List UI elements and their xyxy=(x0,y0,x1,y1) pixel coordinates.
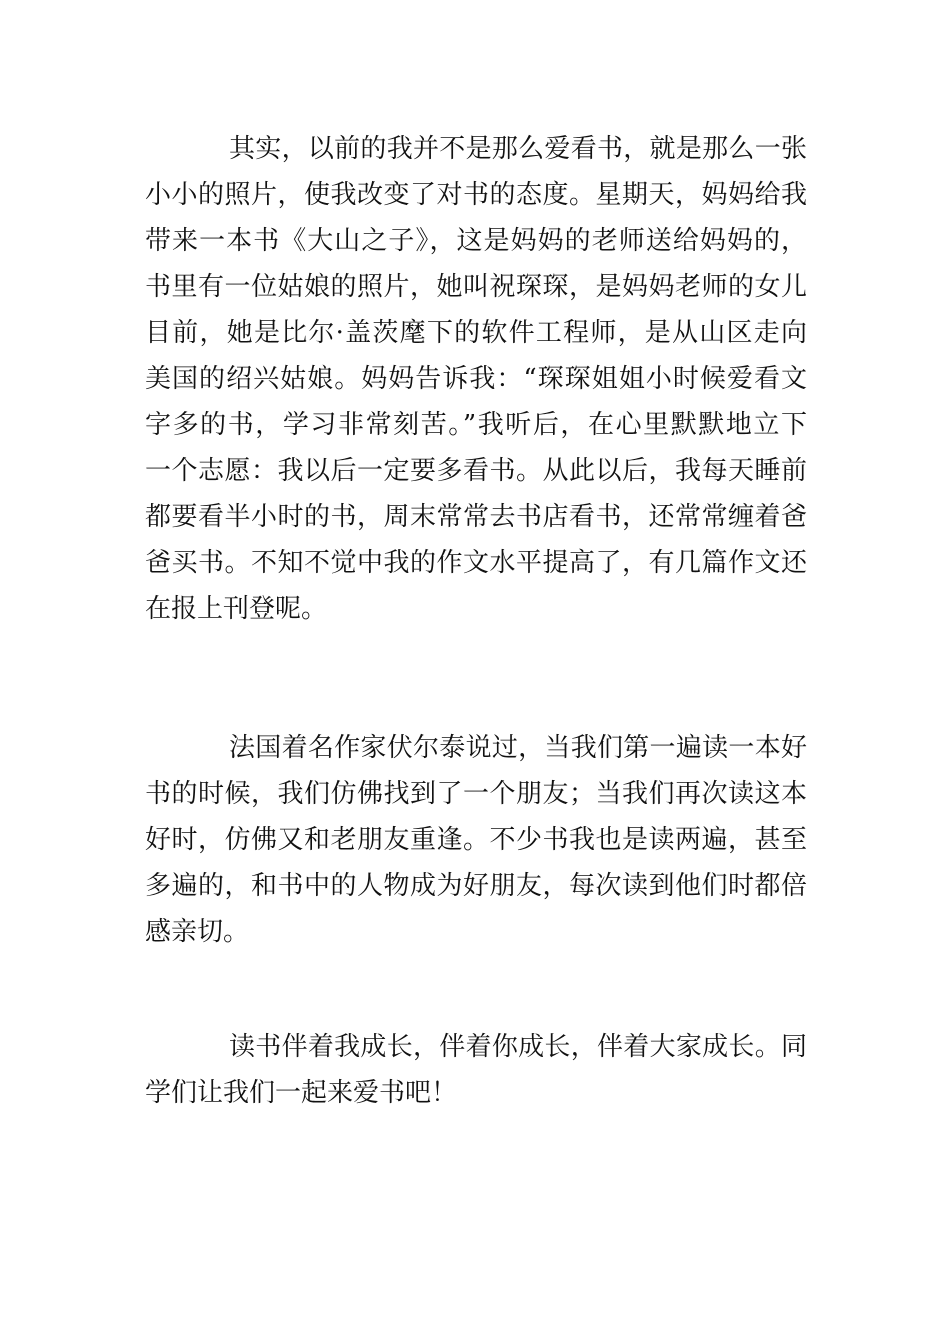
paragraph-1 xyxy=(145,126,807,632)
paragraph-line: 一个志愿：我以后一定要多看书。从此以后，我每天睡前 xyxy=(145,456,807,486)
paragraph-line: 都要看半小时的书，周末常常去书店看书，还常常缠着爸 xyxy=(145,502,807,532)
paragraph-line: 美国的绍兴姑娘。妈妈告诉我：“琛琛姐姐小时候爱看文 xyxy=(145,364,807,394)
paragraph-line: 书的时候，我们仿佛找到了一个朋友；当我们再次读这本 xyxy=(145,779,807,809)
paragraph-line: 目前，她是比尔·盖茨麾下的软件工程师，是从山区走向 xyxy=(145,318,807,348)
paragraph-3 xyxy=(145,1024,807,1116)
paragraph-line: 学们让我们一起来爱书吧！ xyxy=(145,1078,458,1108)
paragraph-line: 书里有一位姑娘的照片，她叫祝琛琛，是妈妈老师的女儿 xyxy=(145,272,807,302)
paragraph-line: 多遍的，和书中的人物成为好朋友，每次读到他们时都倍 xyxy=(145,871,807,901)
paragraph-line: 法国着名作家伏尔泰说过，当我们第一遍读一本好 xyxy=(229,733,807,763)
paragraph-line: 字多的书，学习非常刻苦。”我听后，在心里默默地立下 xyxy=(145,410,807,440)
paragraph-line: 在报上刊登呢。 xyxy=(145,594,328,624)
paragraph-line: 小小的照片，使我改变了对书的态度。星期天，妈妈给我 xyxy=(145,180,807,210)
paragraph-2 xyxy=(145,725,807,955)
paragraph-line: 其实，以前的我并不是那么爱看书，就是那么一张 xyxy=(229,134,807,164)
paragraph-line: 读书伴着我成长，伴着你成长，伴着大家成长。同 xyxy=(229,1032,807,1062)
paragraph-line: 感亲切。 xyxy=(145,917,250,947)
paragraph-line: 爸买书。不知不觉中我的作文水平提高了，有几篇作文还 xyxy=(145,548,807,578)
paragraph-line: 好时，仿佛又和老朋友重逢。不少书我也是读两遍，甚至 xyxy=(145,825,807,855)
paragraph-line: 带来一本书《大山之子》，这是妈妈的老师送给妈妈的， xyxy=(145,226,807,256)
